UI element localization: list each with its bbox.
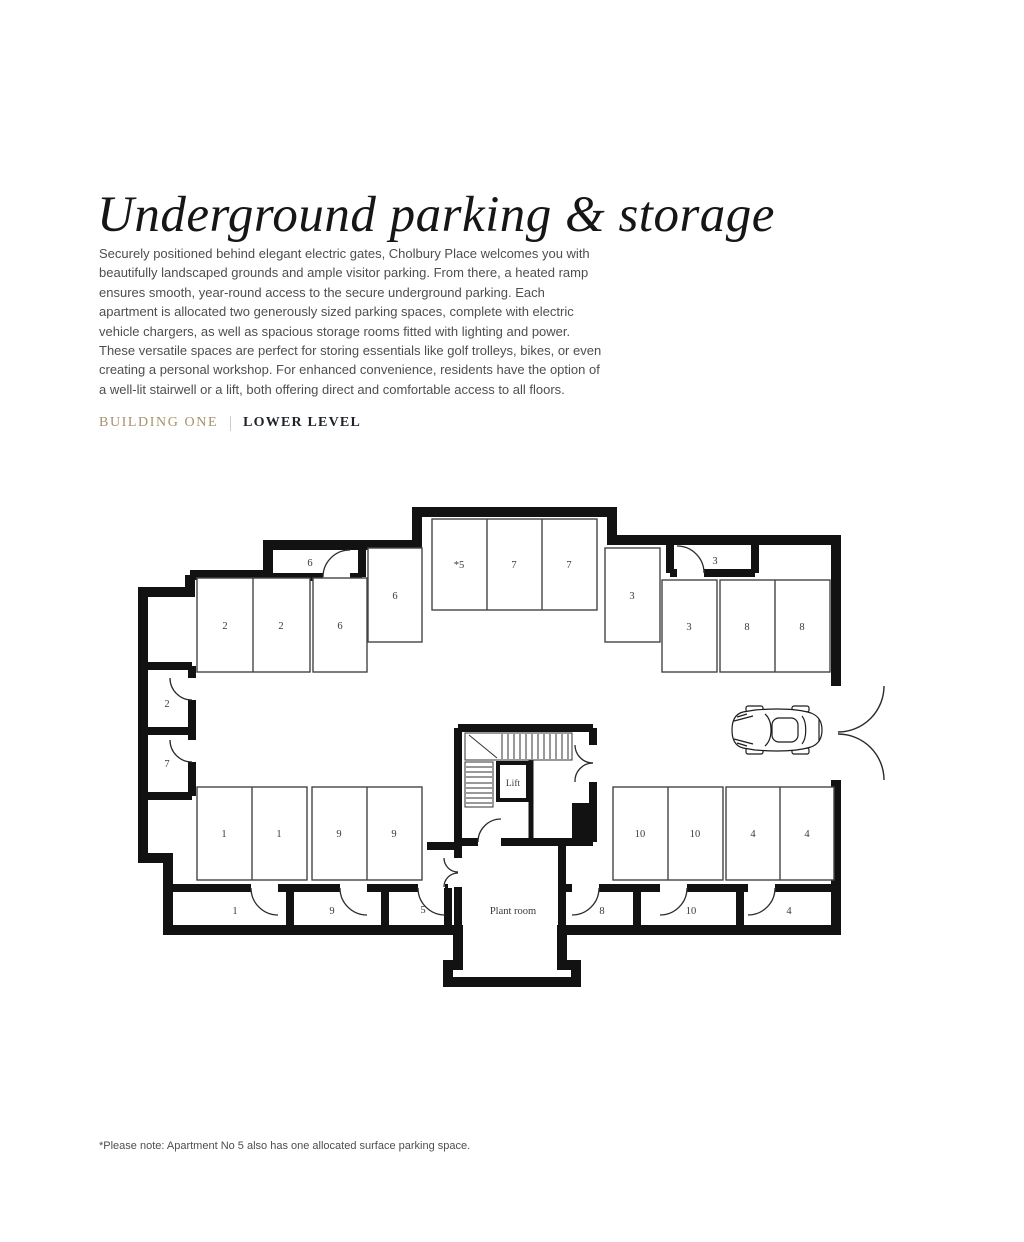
- lift-shaft: [498, 763, 528, 800]
- space-label-10b: 10: [689, 829, 701, 840]
- floor-plan: [135, 495, 905, 995]
- section-heading: [99, 415, 361, 431]
- section-divider: [230, 416, 231, 431]
- page-title: Underground parking & storage: [97, 187, 775, 244]
- entrance-gates: [838, 686, 884, 780]
- space-label-3v: 3: [629, 591, 635, 602]
- space-label-7a: 7: [511, 560, 517, 571]
- space-label-8b: 8: [799, 622, 805, 633]
- space-label-6b: 6: [392, 591, 398, 602]
- footnote: *Please note: Apartment No 5 also has one allocated surface parking space.: [99, 1140, 471, 1152]
- space-label-2b: 2: [278, 621, 284, 632]
- car-icon: [732, 706, 822, 754]
- building-label: BUILDING ONE: [99, 415, 219, 430]
- room-label-left2: 2: [164, 699, 170, 710]
- plant-room-label: Plant room: [489, 906, 537, 917]
- space-label-10a: 10: [634, 829, 646, 840]
- space-label-8a: 8: [744, 622, 750, 633]
- room-label-bottom8: 8: [599, 906, 605, 917]
- room-label-top3: 3: [712, 556, 718, 567]
- space-label-9a: 9: [336, 829, 342, 840]
- lift-label: Lift: [505, 779, 521, 789]
- space-label-6a: 6: [337, 621, 343, 632]
- floor-plan-svg: [135, 495, 905, 995]
- core-wall-block: [572, 803, 593, 842]
- space-label-1a: 1: [221, 829, 227, 840]
- room-label-left7: 7: [164, 759, 170, 770]
- space-label-4b: 4: [804, 829, 810, 840]
- space-label-5: *5: [453, 560, 465, 571]
- level-label: LOWER LEVEL: [243, 415, 361, 430]
- space-label-3: 3: [686, 622, 692, 633]
- space-label-9b: 9: [391, 829, 397, 840]
- room-label-bottom5: 5: [420, 905, 426, 916]
- room-label-bottom10: 10: [685, 906, 697, 917]
- room-label-top6: 6: [307, 558, 313, 569]
- space-label-1b: 1: [276, 829, 282, 840]
- room-label-bottom4: 4: [786, 906, 792, 917]
- space-label-7b: 7: [566, 560, 572, 571]
- intro-paragraph: Securely positioned behind elegant electric gates, Cholbury Place welcomes you with beautifully landscaped grounds and ample visitor parking. From there, a heated ramp ensures smooth, year-round access to the secure underground parking. Each apartment is allocated two generously sized parking spaces, complete with electric vehicle chargers, as well as spacious storage rooms fitted with lighting and power. These versatile spaces are perfect for storing essentials like golf trolleys, bikes, or even creating a personal workshop. For enhanced convenience, residents have the option of a well-lit stairwell or a lift, both offering direct and comfortable access to all floors.: [99, 246, 602, 397]
- stairwell-core: [458, 728, 593, 842]
- space-label-4a: 4: [750, 829, 756, 840]
- room-label-bottom9: 9: [329, 906, 335, 917]
- room-label-bottom1: 1: [232, 906, 238, 917]
- space-label-2a: 2: [222, 621, 228, 632]
